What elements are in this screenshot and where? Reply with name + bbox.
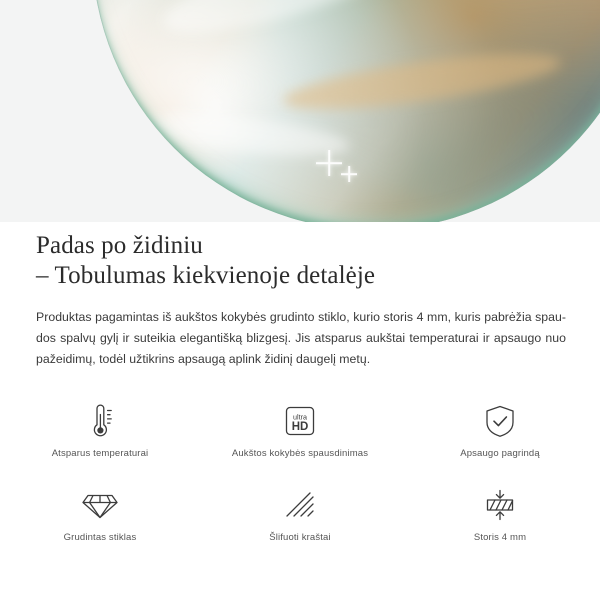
- thickness-arrows-icon: [482, 482, 518, 528]
- feature-print-quality: [200, 398, 400, 482]
- sparkle-icon: [316, 150, 342, 176]
- ultra-hd-icon: [282, 398, 318, 444]
- sparkle-icon: [341, 166, 357, 182]
- hero-image: [0, 0, 600, 222]
- feature-tempered-glass: [0, 482, 200, 566]
- feature-thickness: [400, 482, 600, 566]
- shield-check-icon: [483, 398, 517, 444]
- svg-text:ultra: ultra: [293, 412, 307, 422]
- feature-label: Šlifuoti kraštai: [269, 532, 331, 543]
- glass-pad-disc: [92, 0, 600, 222]
- feature-label: Atsparus temperaturai: [51, 448, 149, 459]
- polished-edges-icon: [282, 482, 318, 528]
- headline-line-1: Padas po židiniu: [36, 232, 203, 259]
- headline-line-2: – Tobulumas kiekvienoje detalėje: [36, 262, 376, 289]
- feature-label: Storis 4 mm: [473, 532, 527, 543]
- svg-text:HD: HD: [291, 421, 309, 433]
- feature-label: Grudintas stiklas: [63, 532, 137, 543]
- feature-surface-protection: [400, 398, 600, 482]
- feature-temperature-resistant: [0, 398, 200, 482]
- feature-label: Apsaugo pagrindą: [460, 448, 540, 459]
- text-content: [0, 222, 600, 370]
- feature-label: Aukštos kokybės spausdinimas: [231, 448, 369, 459]
- description-paragraph: Produktas pagamintas iš aukštos kokybės grudinto stiklo, kurio storis 4 mm, kuris pabrėžia spaudos spalvų gylį ir suteikia elegantišką blizgesį. Jis atsparus aukštai temperaturai ir apsaugo nuo pažeidimų, todėl užtikrins apsaugą aplink židinį daugelį metų.: [36, 310, 566, 366]
- feature-polished-edges: [200, 482, 400, 566]
- page-title: [0, 222, 600, 291]
- feature-grid: [0, 398, 600, 566]
- diamond-icon: [81, 482, 119, 528]
- thermometer-icon: [83, 398, 117, 444]
